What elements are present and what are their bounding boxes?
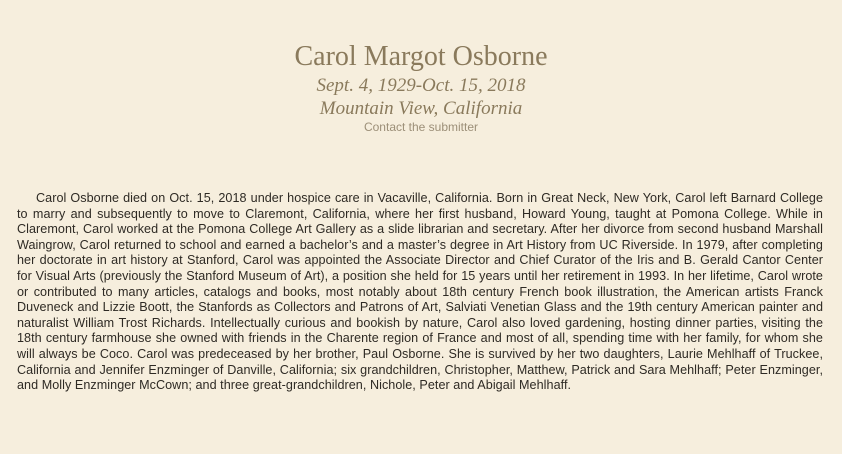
life-dates: Sept. 4, 1929-Oct. 15, 2018: [316, 75, 526, 96]
person-name: Carol Margot Osborne: [294, 41, 548, 72]
obituary-text: Carol Osborne died on Oct. 15, 2018 under hospice care in Vacaville, California. Born in Great Neck, New York, Carol left Barnard College to marry and subsequently to move to Claremont, California, where her first husband, Howard Young, taught at Pomona College. While in Claremont, Carol worked at the Pomona College Art Gallery as a slide librarian and secretary. After her divorce from second husband Marshall Waingrow, Carol returned to school and earned a bachelor’s and a master’s degree in Art History from UC Riverside. In 1979, after completing her doctorate in art history at Stanford, Carol was appointed the Associate Director and Chief Curator of the Iris and B. Gerald Cantor Center for Visual Arts (previously the Stanford Museum of Art), a position she held for 15 years until her retirement in 1993. In her lifetime, Carol wrote or contributed to many articles, catalogs and books, most notably about 18th century French book illustration, the American artists Franck Duveneck and Lizzie Boott, the Stanfords as Collectors and Patrons of Art, Salviati Venetian Glass and the 19th century American painter and naturalist William Trost Richards. Intellectually curious and bookish by nature, Carol also loved gardening, hosting dinner parties, visiting the 18th century farmhouse she owned with friends in the Charente region of France and most of all, spending time with her family, for whom she will always be Coco. Carol was predeceased by her brother, Paul Osborne. She is survived by her two daughters, Laurie Mehlhaff of Truckee, California and Jennifer Enzminger of Danville, California; six grandchildren, Christopher, Matthew, Patrick and Sara Mehlhaff; Peter Enzminger, and Molly Enzminger McCown; and three great-grandchildren, Nichole, Peter and Abigail Mehlhaff.: [17, 191, 823, 393]
location: Mountain View, California: [319, 98, 523, 119]
contact-submitter-link[interactable]: Contact the submitter: [363, 120, 479, 134]
obituary-header: [0, 40, 842, 134]
